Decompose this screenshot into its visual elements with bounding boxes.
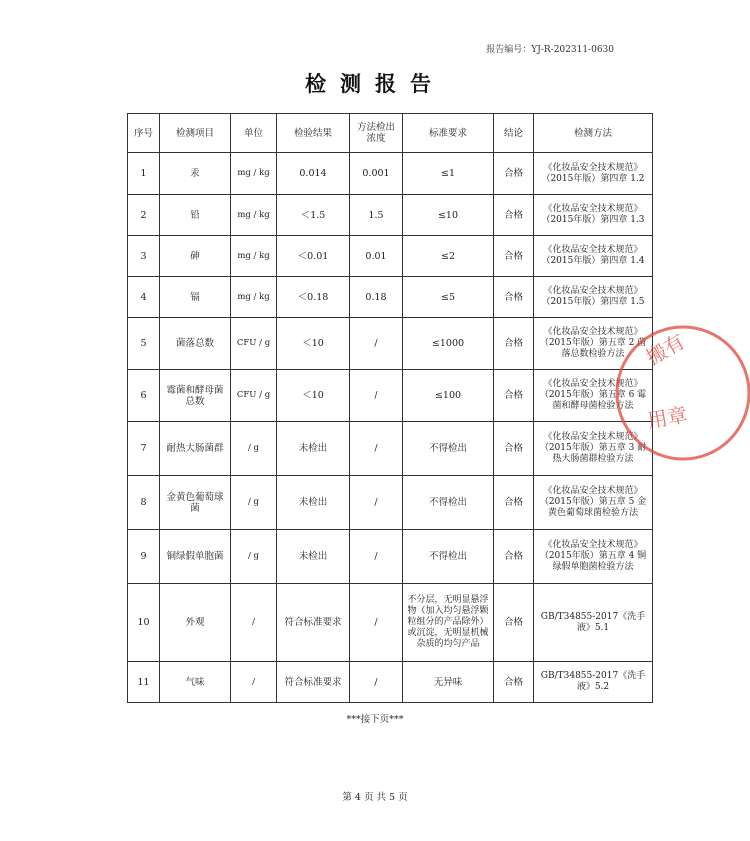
cell-limit: 1.5 xyxy=(350,195,403,236)
header-method: 检测方法 xyxy=(534,114,653,153)
cell-no: 11 xyxy=(128,662,160,703)
cell-limit: / xyxy=(350,422,403,476)
cell-conclusion: 合格 xyxy=(494,236,534,277)
cell-item: 耐热大肠菌群 xyxy=(160,422,231,476)
cell-method: 《化妆品安全技术规范》（2015年版）第五章 3 耐热大肠菌群检验方法 xyxy=(534,422,653,476)
cell-limit: / xyxy=(350,370,403,422)
cell-method: 《化妆品安全技术规范》（2015年版）第四章 1.4 xyxy=(534,236,653,277)
cell-item: 气味 xyxy=(160,662,231,703)
table-row xyxy=(128,195,653,236)
cell-no: 5 xyxy=(128,318,160,370)
cell-result: 符合标准要求 xyxy=(277,662,350,703)
cell-conclusion: 合格 xyxy=(494,153,534,195)
cell-item: 汞 xyxy=(160,153,231,195)
cell-item: 菌落总数 xyxy=(160,318,231,370)
cell-standard: ≤2 xyxy=(403,236,494,277)
cell-item: 铅 xyxy=(160,195,231,236)
cell-item: 外观 xyxy=(160,584,231,662)
cell-no: 6 xyxy=(128,370,160,422)
header-standard: 标准要求 xyxy=(403,114,494,153)
cell-unit: CFU / g xyxy=(231,318,277,370)
seal-text-top: 搬有 xyxy=(642,329,689,370)
cell-method: GB/T34855-2017《洗手液》5.1 xyxy=(534,584,653,662)
table-row xyxy=(128,422,653,476)
report-number: 报告编号：YJ-R-202311-0630 xyxy=(486,45,614,55)
cell-standard: ≤100 xyxy=(403,370,494,422)
cell-limit: / xyxy=(350,530,403,584)
continue-note: ***接下页*** xyxy=(346,714,404,725)
cell-no: 9 xyxy=(128,530,160,584)
cell-item: 霉菌和酵母菌总数 xyxy=(160,370,231,422)
cell-conclusion: 合格 xyxy=(494,318,534,370)
cell-standard: 不分层，无明显悬浮物（加入均匀悬浮颗粒组分的产品除外）或沉淀，无明显机械杂质的均匀产品 xyxy=(403,584,494,662)
cell-unit: CFU / g xyxy=(231,370,277,422)
cell-result: 未检出 xyxy=(277,422,350,476)
cell-limit: / xyxy=(350,584,403,662)
cell-limit: 0.001 xyxy=(350,153,403,195)
cell-standard: ≤10 xyxy=(403,195,494,236)
cell-limit: 0.18 xyxy=(350,277,403,318)
cell-result: ＜0.01 xyxy=(277,236,350,277)
cell-method: 《化妆品安全技术规范》（2015年版）第五章 2 菌落总数检验方法 xyxy=(534,318,653,370)
header-item: 检测项目 xyxy=(160,114,231,153)
cell-method: 《化妆品安全技术规范》（2015年版）第四章 1.3 xyxy=(534,195,653,236)
cell-item: 砷 xyxy=(160,236,231,277)
cell-unit: mg / kg xyxy=(231,277,277,318)
results-table xyxy=(127,113,653,703)
cell-no: 4 xyxy=(128,277,160,318)
cell-result: 未检出 xyxy=(277,530,350,584)
cell-unit: / g xyxy=(231,530,277,584)
cell-unit: / xyxy=(231,584,277,662)
cell-method: 《化妆品安全技术规范》（2015年版）第五章 6 霉菌和酵母菌检验方法 xyxy=(534,370,653,422)
cell-method: 《化妆品安全技术规范》（2015年版）第四章 1.2 xyxy=(534,153,653,195)
cell-conclusion: 合格 xyxy=(494,422,534,476)
header-unit: 单位 xyxy=(231,114,277,153)
table-row xyxy=(128,277,653,318)
cell-no: 10 xyxy=(128,584,160,662)
cell-result: ＜10 xyxy=(277,318,350,370)
cell-no: 8 xyxy=(128,476,160,530)
page-footer: 第 4 页 共 5 页 xyxy=(342,792,408,803)
table-row xyxy=(128,236,653,277)
cell-unit: / xyxy=(231,662,277,703)
cell-standard: 不得检出 xyxy=(403,476,494,530)
cell-result: ＜0.18 xyxy=(277,277,350,318)
cell-unit: mg / kg xyxy=(231,153,277,195)
cell-result: 0.014 xyxy=(277,153,350,195)
cell-standard: 不得检出 xyxy=(403,530,494,584)
cell-limit: / xyxy=(350,318,403,370)
header-conclusion: 结论 xyxy=(494,114,534,153)
cell-limit: 0.01 xyxy=(350,236,403,277)
cell-standard: ≤1000 xyxy=(403,318,494,370)
cell-conclusion: 合格 xyxy=(494,530,534,584)
table-row xyxy=(128,476,653,530)
table-row xyxy=(128,662,653,703)
cell-method: 《化妆品安全技术规范》（2015年版）第四章 1.5 xyxy=(534,277,653,318)
cell-unit: mg / kg xyxy=(231,195,277,236)
cell-method: GB/T34855-2017《洗手液》5.2 xyxy=(534,662,653,703)
cell-no: 7 xyxy=(128,422,160,476)
cell-conclusion: 合格 xyxy=(494,195,534,236)
cell-result: 符合标准要求 xyxy=(277,584,350,662)
cell-no: 2 xyxy=(128,195,160,236)
cell-standard: 不得检出 xyxy=(403,422,494,476)
table-row xyxy=(128,584,653,662)
cell-item: 金黄色葡萄球菌 xyxy=(160,476,231,530)
cell-unit: mg / kg xyxy=(231,236,277,277)
cell-method: 《化妆品安全技术规范》（2015年版）第五章 4 铜绿假单胞菌检验方法 xyxy=(534,530,653,584)
cell-conclusion: 合格 xyxy=(494,584,534,662)
cell-item: 铜绿假单胞菌 xyxy=(160,530,231,584)
page-title: 检测报告 xyxy=(305,71,445,96)
cell-unit: / g xyxy=(231,476,277,530)
cell-standard: ≤1 xyxy=(403,153,494,195)
header-limit: 方法检出浓度 xyxy=(350,114,403,153)
table-row xyxy=(128,530,653,584)
cell-method: 《化妆品安全技术规范》（2015年版）第五章 5 金黄色葡萄球菌检验方法 xyxy=(534,476,653,530)
header-row xyxy=(128,114,653,153)
table-row xyxy=(128,370,653,422)
cell-standard: ≤5 xyxy=(403,277,494,318)
cell-item: 镉 xyxy=(160,277,231,318)
cell-conclusion: 合格 xyxy=(494,476,534,530)
cell-standard: 无异味 xyxy=(403,662,494,703)
cell-result: ＜10 xyxy=(277,370,350,422)
cell-result: ＜1.5 xyxy=(277,195,350,236)
table-row xyxy=(128,153,653,195)
cell-limit: / xyxy=(350,662,403,703)
cell-unit: / g xyxy=(231,422,277,476)
cell-result: 未检出 xyxy=(277,476,350,530)
header-result: 检验结果 xyxy=(277,114,350,153)
seal-text-bottom: 用章 xyxy=(645,402,690,433)
cell-limit: / xyxy=(350,476,403,530)
cell-no: 1 xyxy=(128,153,160,195)
cell-conclusion: 合格 xyxy=(494,277,534,318)
cell-no: 3 xyxy=(128,236,160,277)
cell-conclusion: 合格 xyxy=(494,662,534,703)
cell-conclusion: 合格 xyxy=(494,370,534,422)
header-no: 序号 xyxy=(128,114,160,153)
table-row xyxy=(128,318,653,370)
